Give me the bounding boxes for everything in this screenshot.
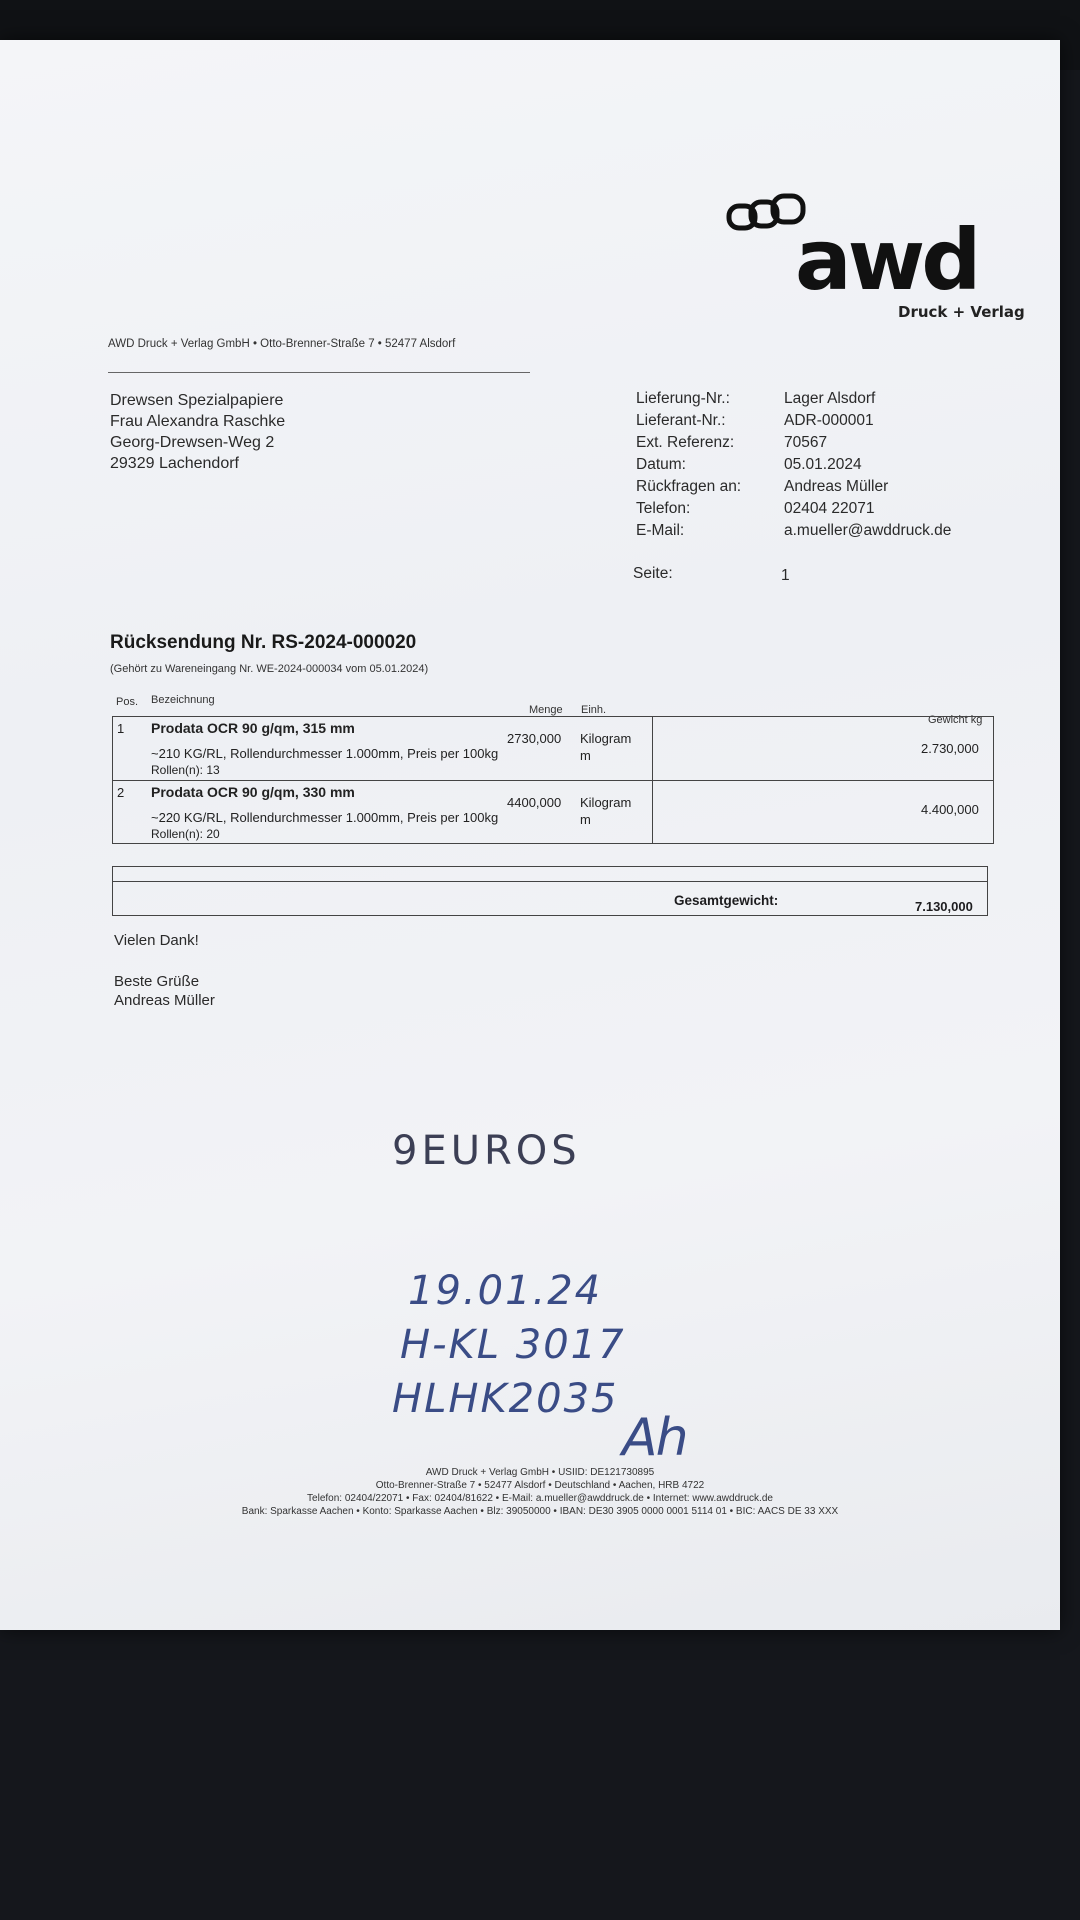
handwritten-date: 19.01.24 [408,1268,603,1314]
meta-value: Andreas Müller [784,478,889,495]
totals-box [112,866,988,916]
meta-value: 05.01.2024 [784,456,862,473]
meta-label: Telefon: [636,500,691,517]
totals-divider [113,881,987,882]
footer-line: Otto-Brenner-Straße 7 • 52477 Alsdorf • Deutschland • Aachen, HRB 4722 [375,1480,705,1491]
row-weight: 4.400,000 [921,802,979,817]
table-row [113,780,993,844]
handwritten-reference-2: HLHK2035 [392,1376,619,1422]
meta-label: Rückfragen an: [636,478,742,495]
row-pos: 1 [117,721,125,736]
footer-line: AWD Druck + Verlag GmbH • USIID: DE121730895 [425,1467,655,1478]
items-table [112,716,994,844]
header-description: Bezeichnung [151,694,215,706]
meta-label: Lieferung-Nr.: [636,390,730,407]
row-unit-wrap: m [580,812,591,827]
meta-label: Datum: [636,456,686,473]
recipient-company: Drewsen Spezialpapiere [110,392,284,409]
recipient-address [110,390,285,474]
meta-value: 70567 [784,434,828,451]
awd-logo-wordmark: awd [795,211,978,309]
closing-name: Andreas Müller [114,992,215,1009]
closing-thanks: Vielen Dank! [114,932,199,949]
row-rolls: Rollen(n): 20 [151,827,220,841]
company-footer [160,1466,920,1518]
document-subtitle: (Gehört zu Wareneingang Nr. WE-2024-000034 vom 05.01.2024) [110,663,429,675]
row-unit-wrap: m [580,748,591,763]
header-quantity: Menge [529,704,563,716]
table-row [113,717,993,780]
header-weight: Gewicht kg [928,714,983,726]
meta-value: Lager Alsdorf [784,390,876,407]
logo-tagline: Druck + Verlag [898,303,1025,321]
recipient-street: Georg-Drewsen-Weg 2 [110,434,275,451]
row-unit: Kilogram [580,795,632,810]
recipient-city: 29329 Lachendorf [110,455,239,472]
meta-value: ADR-000001 [784,412,874,429]
meta-label: Ext. Referenz: [636,434,735,451]
document-title: Rücksendung Nr. RS-2024-000020 [110,632,417,653]
handwritten-note-amount: 9EUROS [392,1128,581,1174]
recipient-contact: Frau Alexandra Raschke [110,413,286,430]
row-name: Prodata OCR 90 g/qm, 330 mm [151,784,355,800]
row-quantity: 4400,000 [507,795,562,810]
row-rolls: Rollen(n): 13 [151,763,220,777]
header-unit: Einh. [581,704,607,716]
meta-label: Lieferant-Nr.: [636,412,726,429]
meta-value: a.mueller@awddruck.de [784,522,952,539]
sender-address-line: AWD Druck + Verlag GmbH • Otto-Brenner-Straße 7 • 52477 Alsdorf [108,338,456,350]
row-weight: 2.730,000 [921,741,979,756]
header-pos: Pos. [116,696,139,708]
sender-divider [108,372,530,373]
total-weight-value: 7.130,000 [915,899,973,914]
meta-value: 02404 22071 [784,500,875,517]
handwritten-reference-1: H-KL 3017 [400,1322,626,1368]
footer-line: Telefon: 02404/22071 • Fax: 02404/81622 • E-Mail: a.mueller@awddruck.de • Internet: www.awddruck.de [307,1493,773,1504]
page-label: Seite: [633,565,673,582]
row-detail: ~210 KG/RL, Rollendurchmesser 1.000mm, Preis per 100kg [151,746,499,761]
row-quantity: 2730,000 [507,731,562,746]
row-unit: Kilogram [580,731,632,746]
total-weight-label: Gesamtgewicht: [674,893,779,908]
page-value: 1 [781,567,790,584]
meta-label: E-Mail: [636,522,685,539]
handwritten-signature: Ah [622,1408,687,1468]
row-detail: ~220 KG/RL, Rollendurchmesser 1.000mm, Preis per 100kg [151,810,499,825]
row-pos: 2 [117,785,125,800]
footer-line: Bank: Sparkasse Aachen • Konto: Sparkasse Aachen • Blz: 39050000 • IBAN: DE30 3905 0000 0001 5114 01 • BIC: AACS DE 33 XXX [241,1506,839,1517]
closing-greeting: Beste Grüße [114,973,200,990]
row-name: Prodata OCR 90 g/qm, 315 mm [151,720,355,736]
